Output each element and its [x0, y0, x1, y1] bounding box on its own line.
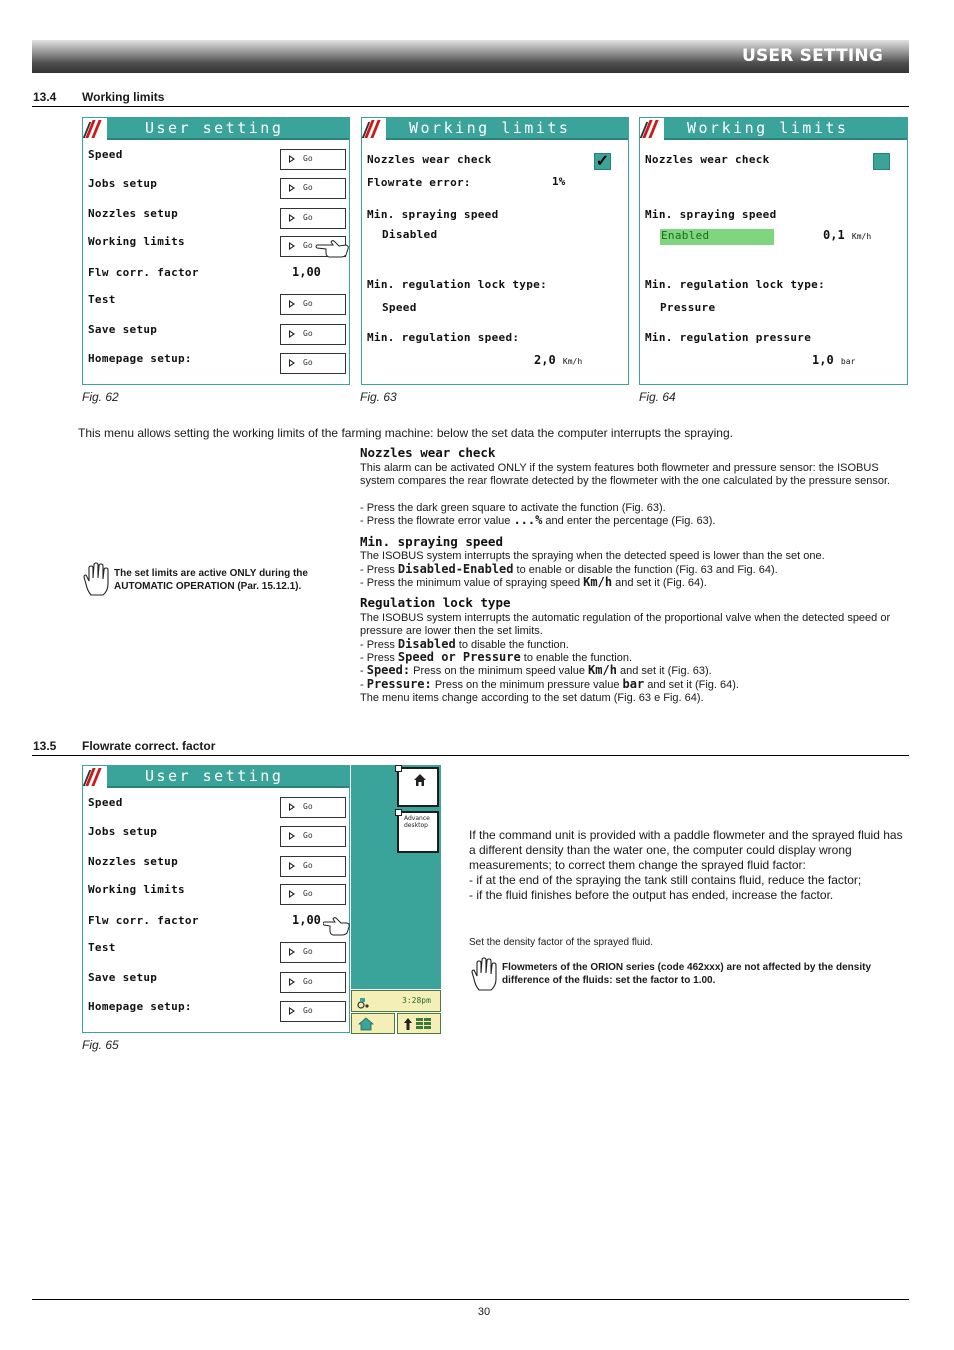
- section-divider: [32, 755, 909, 756]
- status-bar: [351, 990, 441, 1012]
- section-number: 13.4: [33, 90, 57, 104]
- keyword: ...%: [513, 513, 543, 527]
- screen-title: User setting: [145, 767, 284, 785]
- keyword: Km/h: [583, 575, 613, 589]
- go-label: Go: [303, 358, 313, 367]
- text-part: Press on the minimum pressure value: [431, 679, 623, 691]
- menu-item-flw-corr-factor: Flw corr. factor: [88, 914, 199, 927]
- text-part: Press on the minimum speed value: [410, 665, 589, 677]
- menu-item-homepage-setup: Homepage setup:: [88, 1000, 192, 1013]
- menu-item-nozzles-setup: Nozzles setup: [88, 855, 178, 868]
- speed-value-number: 2,0: [534, 353, 556, 367]
- menu-item-working-limits: Working limits: [88, 235, 185, 248]
- play-icon: [289, 978, 295, 986]
- softkey-corner-marker: [395, 809, 402, 816]
- nozzles-wear-checkbox[interactable]: ✓: [595, 153, 610, 170]
- fig63-screen: [361, 117, 629, 385]
- reg-lock-note: The menu items change according to the set datum (Fig. 63 e Fig. 64).: [360, 692, 704, 704]
- pressure-unit: bar: [840, 357, 856, 366]
- nozzles-wear-check-label: Nozzles wear check: [645, 153, 770, 166]
- desktop-text: desktop: [404, 822, 428, 829]
- house-icon: [413, 773, 427, 787]
- page-header-title: USER SETTING: [741, 46, 883, 66]
- go-label: Go: [303, 802, 313, 811]
- note-automatic-operation: The set limits are active ONLY during the AUTOMATIC OPERATION (Par. 15.12.1).: [114, 568, 308, 592]
- screen-titlebar: [362, 118, 628, 140]
- menu-item-test: Test: [88, 941, 116, 954]
- screen-titlebar: [640, 118, 907, 140]
- min-regulation-lock-type-label: Min. regulation lock type:: [367, 278, 547, 291]
- text-part: and set it (Fig. 63).: [616, 665, 712, 677]
- advance-desktop-label: [404, 815, 430, 829]
- flw-corr-factor-value[interactable]: 1,00: [292, 913, 321, 927]
- page-up-button[interactable]: [397, 1013, 441, 1034]
- advance-text: Advance: [404, 815, 430, 822]
- min-speed-bullet-2: [360, 576, 905, 590]
- nozzles-wear-heading: Nozzles wear check: [360, 445, 496, 460]
- menu-item-nozzles-setup: Nozzles setup: [88, 207, 178, 220]
- text-part: -: [360, 665, 367, 677]
- text-part: - Press: [360, 652, 398, 664]
- go-label: Go: [303, 299, 313, 308]
- go-label: Go: [303, 329, 313, 338]
- reg-lock-paragraph: The ISOBUS system interrupts the automatic regulation of the proportional valve when the detected speed or pressure are lower then the set limits.: [360, 612, 891, 637]
- play-icon: [289, 832, 295, 840]
- go-button-nozzles-setup[interactable]: [280, 208, 346, 229]
- arrow-up-grid-icon: [403, 1016, 437, 1032]
- text-part: - Press the minimum value of spraying speed: [360, 577, 584, 589]
- play-icon: [289, 242, 295, 250]
- reg-lock-bullet-4: [360, 678, 905, 692]
- go-label: Go: [303, 154, 313, 163]
- keyword: Pressure:: [366, 677, 432, 691]
- go-button-test[interactable]: [280, 294, 346, 315]
- text-part: and enter the percentage (Fig. 63).: [542, 515, 716, 527]
- pointing-hand-icon: [323, 914, 351, 936]
- go-button-working-limits[interactable]: [280, 884, 346, 905]
- speed-unit: Km/h: [562, 357, 583, 366]
- house-icon: [358, 1017, 374, 1031]
- keyword: Disabled: [397, 637, 456, 651]
- min-speed-bullet-1: [360, 563, 905, 577]
- nozzles-wear-paragraph: This alarm can be activated ONLY if the system features both flowmeter and pressure sensor: the ISOBUS system compares the rear flowrate detected by the flowmeter with the one calculated by the pressure sensor.: [360, 462, 891, 487]
- softkey-home[interactable]: [397, 767, 439, 807]
- nozzles-wear-check-label: Nozzles wear check: [367, 153, 492, 166]
- flow-factor-bullet-2: - if the fluid finishes before the output has ended, increase the factor.: [469, 888, 834, 902]
- play-icon: [289, 890, 295, 898]
- min-regulation-lock-type-value[interactable]: Pressure: [660, 301, 716, 314]
- play-icon: [289, 948, 295, 956]
- keyword: Disabled-Enabled: [397, 562, 514, 576]
- orion-flowmeter-note: Flowmeters of the ORION series (code 462xxx) are not affected by the density difference of the fluids: set the factor to 1.00.: [502, 962, 871, 986]
- play-icon: [289, 330, 295, 338]
- flow-factor-paragraph: If the command unit is provided with a paddle flowmeter and the sprayed fluid has a different density than the water one, the computer could display wrong measurements; to correct them change the sprayed fluid factor:: [469, 828, 903, 872]
- text-part: - Press: [360, 564, 398, 576]
- go-button-save-setup[interactable]: [280, 324, 346, 345]
- screen-title: Working limits: [409, 119, 571, 137]
- min-spraying-speed-label: Min. spraying speed: [645, 208, 777, 221]
- screen-title: User setting: [145, 119, 284, 137]
- play-icon: [289, 214, 295, 222]
- go-button-test[interactable]: [280, 942, 346, 963]
- go-label: Go: [303, 947, 313, 956]
- go-label: Go: [303, 861, 313, 870]
- attention-hand-icon: [471, 957, 501, 991]
- enabled-toggle[interactable]: [660, 229, 774, 245]
- figure-caption-65: Fig. 65: [82, 1038, 119, 1052]
- min-regulation-pressure-label: Min. regulation pressure: [645, 331, 812, 344]
- fig65-screen: [82, 765, 350, 1033]
- speed-value-number: 0,1: [823, 228, 845, 242]
- nozzles-wear-bullet-2: [360, 514, 905, 528]
- go-label: Go: [303, 183, 313, 192]
- reg-lock-bullet-2: [360, 651, 905, 665]
- flow-factor-bullet-1: - if at the end of the spraying the tank still contains fluid, reduce the factor;: [469, 873, 862, 887]
- min-speed-heading: Min. spraying speed: [360, 534, 503, 549]
- go-label: Go: [303, 977, 313, 986]
- tractor-icon: [357, 995, 369, 1009]
- brand-logo-icon: [362, 118, 386, 140]
- pointing-hand-icon: [315, 236, 351, 258]
- go-button-speed[interactable]: [280, 797, 346, 818]
- flw-corr-factor-value[interactable]: 1,00: [292, 265, 321, 279]
- text-part: and set it (Fig. 64).: [612, 577, 707, 589]
- go-button-homepage-setup[interactable]: [280, 1001, 346, 1022]
- go-label: Go: [303, 213, 313, 222]
- text-part: -: [360, 679, 367, 691]
- play-icon: [289, 1007, 295, 1015]
- attention-hand-icon: [83, 562, 113, 596]
- softkey-corner-marker: [395, 765, 402, 772]
- go-label: Go: [303, 889, 313, 898]
- menu-item-speed: Speed: [88, 148, 123, 161]
- menu-item-jobs-setup: Jobs setup: [88, 825, 158, 838]
- softkey-advance-desktop[interactable]: [397, 811, 439, 853]
- keyword: bar: [622, 677, 645, 691]
- fig62-screen: [82, 117, 350, 385]
- menu-item-save-setup: Save setup: [88, 323, 158, 336]
- min-regulation-lock-type-label: Min. regulation lock type:: [645, 278, 825, 291]
- min-speed-paragraph: The ISOBUS system interrupts the spraying when the detected speed is lower than the set one.: [360, 550, 825, 562]
- figure-caption-63: Fig. 63: [360, 390, 397, 404]
- menu-item-test: Test: [88, 293, 116, 306]
- play-icon: [289, 359, 295, 367]
- pressure-value-number: 1,0: [812, 353, 834, 367]
- enabled-toggle-label: Enabled: [661, 229, 710, 242]
- min-regulation-speed-label: Min. regulation speed:: [367, 331, 520, 344]
- menu-item-working-limits: Working limits: [88, 883, 185, 896]
- section-divider: [32, 106, 909, 107]
- brand-logo-icon: [83, 118, 107, 140]
- min-regulation-speed-value[interactable]: [534, 353, 582, 367]
- screen-titlebar: [83, 118, 349, 140]
- go-label: Go: [303, 1006, 313, 1015]
- intro-paragraph: This menu allows setting the working limits of the farming machine: below the set data the computer interrupts the spraying.: [78, 426, 733, 440]
- min-regulation-pressure-value[interactable]: [812, 353, 855, 367]
- page-number: 30: [477, 1306, 491, 1318]
- menu-item-homepage-setup: Homepage setup:: [88, 352, 192, 365]
- flow-factor-text: [469, 828, 909, 903]
- figure-caption-62: Fig. 62: [82, 390, 119, 404]
- go-label: Go: [303, 241, 313, 250]
- play-icon: [289, 862, 295, 870]
- keyword: Speed:: [366, 663, 411, 677]
- menu-item-speed: Speed: [88, 796, 123, 809]
- text-part: to enable the function.: [520, 652, 633, 664]
- go-button-save-setup[interactable]: [280, 972, 346, 993]
- go-label: Go: [303, 831, 313, 840]
- nozzles-wear-checkbox[interactable]: [873, 153, 890, 170]
- keyword: Speed or Pressure: [397, 650, 521, 664]
- play-icon: [289, 155, 295, 163]
- screen-titlebar: [83, 766, 349, 788]
- text-part: to disable the function.: [455, 639, 569, 651]
- play-icon: [289, 300, 295, 308]
- go-button-jobs-setup[interactable]: [280, 826, 346, 847]
- reg-lock-bullet-3: [360, 664, 905, 678]
- screen-title: Working limits: [687, 119, 849, 137]
- menu-item-flw-corr-factor: Flw corr. factor: [88, 266, 199, 279]
- reg-lock-heading: Regulation lock type: [360, 595, 511, 610]
- min-spraying-speed-label: Min. spraying speed: [367, 208, 499, 221]
- brand-logo-icon: [640, 118, 664, 140]
- speed-unit: Km/h: [851, 232, 872, 241]
- density-factor-instruction: Set the density factor of the sprayed fluid.: [469, 937, 653, 948]
- play-icon: [289, 184, 295, 192]
- go-button-homepage-setup[interactable]: [280, 353, 346, 374]
- go-button-jobs-setup[interactable]: [280, 178, 346, 199]
- section-title: Flowrate correct. factor: [82, 739, 216, 753]
- go-button-speed[interactable]: [280, 149, 346, 170]
- clock-time: 3:28pm: [402, 996, 431, 1005]
- page-header-bar: [32, 40, 909, 73]
- min-spraying-speed-value[interactable]: [823, 228, 871, 242]
- min-regulation-lock-type-value[interactable]: Speed: [382, 301, 417, 314]
- fig64-screen: [639, 117, 908, 385]
- text-part: - Press the flowrate error value: [360, 515, 514, 527]
- keyword: Km/h: [588, 663, 617, 677]
- text-part: and set it (Fig. 64).: [644, 679, 739, 691]
- section-number: 13.5: [33, 739, 57, 753]
- text-part: - Press: [360, 639, 398, 651]
- flowrate-error-label: Flowrate error:: [367, 176, 471, 189]
- nozzles-wear-bullet-1: - Press the dark green square to activate the function (Fig. 63).: [360, 502, 666, 514]
- text-part: to enable or disable the function (Fig. 63 and Fig. 64).: [513, 564, 778, 576]
- footer-divider: [32, 1299, 909, 1300]
- flowrate-error-value[interactable]: 1%: [552, 175, 566, 188]
- menu-item-jobs-setup: Jobs setup: [88, 177, 158, 190]
- softkey-side-panel: [351, 765, 441, 989]
- home-button[interactable]: [351, 1013, 395, 1034]
- play-icon: [289, 803, 295, 811]
- menu-item-save-setup: Save setup: [88, 971, 158, 984]
- min-spraying-speed-state[interactable]: Disabled: [382, 228, 438, 241]
- section-title: Working limits: [82, 90, 165, 104]
- figure-caption-64: Fig. 64: [639, 390, 676, 404]
- go-button-nozzles-setup[interactable]: [280, 856, 346, 877]
- brand-logo-icon: [83, 766, 107, 788]
